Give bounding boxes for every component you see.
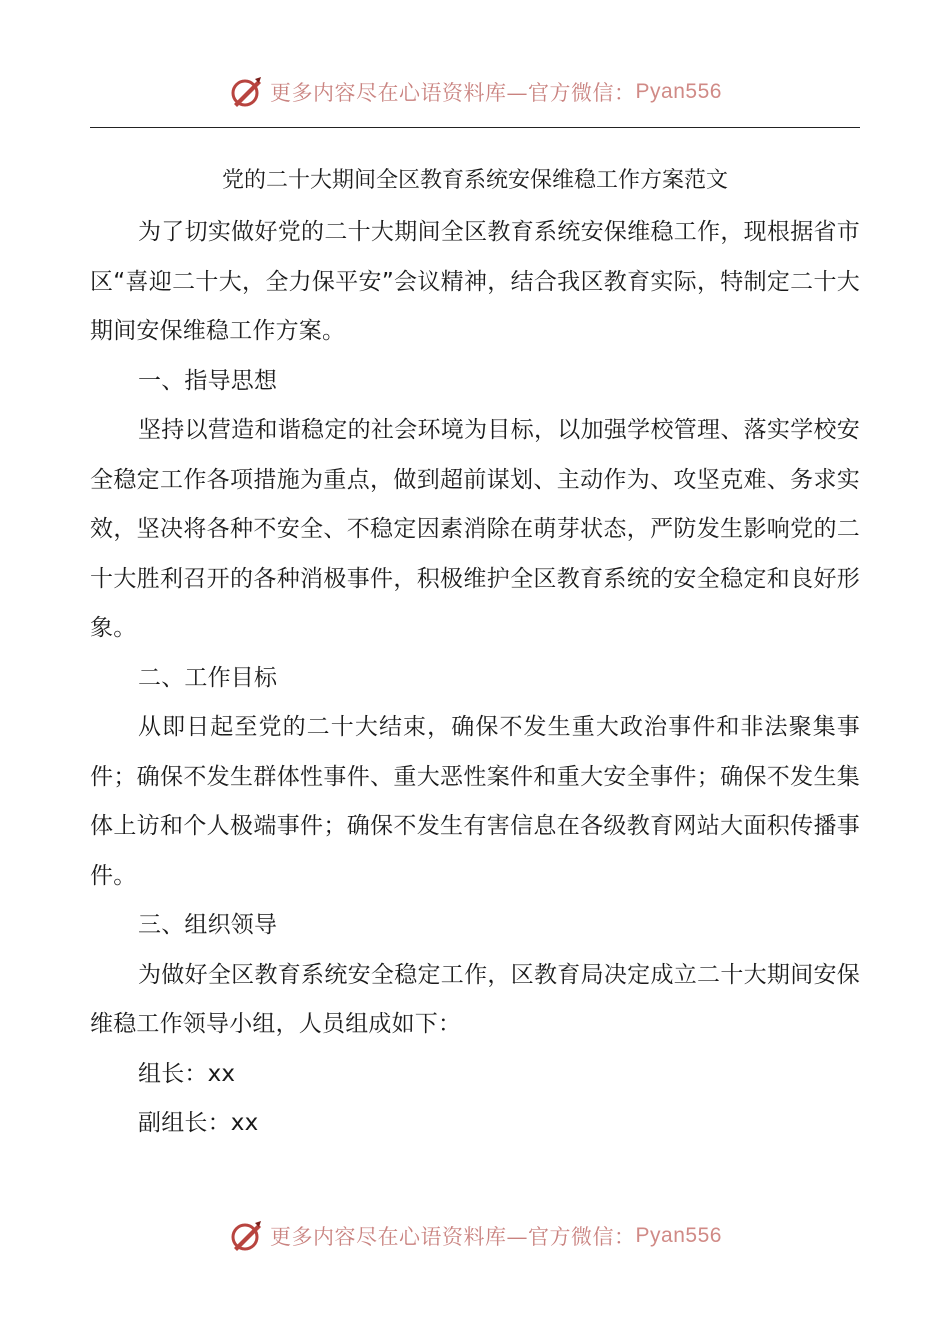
document-title: 党的二十大期间全区教育系统安保维稳工作方案范文 (221, 168, 728, 193)
line-deputy-leader: 副组长：xx (138, 1110, 259, 1136)
header-watermark-banner (0, 72, 950, 112)
banner-text: 更多内容尽在心语资料库—官方微信： (270, 81, 636, 105)
paragraph-organization: 为做好全区教育系统安全稳定工作，区教育局决定成立二十大期间安保维稳工作领导小组，人员组成如下： (90, 961, 860, 1037)
banner-wechat-id: Pyan556 (635, 80, 722, 103)
header-divider (90, 127, 860, 128)
pen-logo-icon (228, 74, 264, 110)
paragraph-work-goals: 从即日起至党的二十大结束，确保不发生重大政治事件和非法聚集事件；确保不发生群体性事件、重大恶性案件和重大安全事件；确保不发生集体上访和个人极端事件；确保不发生有害信息在各级教育网站大面积传播事件。 (90, 714, 860, 889)
pen-logo-icon (228, 1218, 264, 1254)
section-heading-organization: 三、组织领导 (138, 912, 278, 938)
section-heading-work-goals: 二、工作目标 (138, 664, 278, 691)
line-group-leader: 组长：xx (138, 1060, 236, 1087)
banner-text: 更多内容尽在心语资料库—官方微信： (270, 1225, 636, 1249)
paragraph-guiding-thought: 坚持以营造和谐稳定的社会环境为目标，以加强学校管理、落实学校安全稳定工作各项措施为重点，做到超前谋划、主动作为、攻坚克难、务求实效，坚决将各种不安全、不稳定因素消除在萌芽状态，严防发生影响党的二十大胜利召开的各种消极事件，积极维护全区教育系统的安全稳定和良好形象。 (90, 417, 860, 641)
section-heading-guiding-thought: 一、指导思想 (138, 367, 278, 394)
paragraph-intro: 为了切实做好党的二十大期间全区教育系统安保维稳工作，现根据省市区“喜迎二十大，全力保平安”会议精神，结合我区教育实际，特制定二十大期间安保维稳工作方案。 (90, 219, 860, 344)
banner-wechat-id: Pyan556 (635, 1224, 722, 1247)
footer-watermark-banner (0, 1216, 950, 1256)
document-body (90, 158, 860, 1149)
